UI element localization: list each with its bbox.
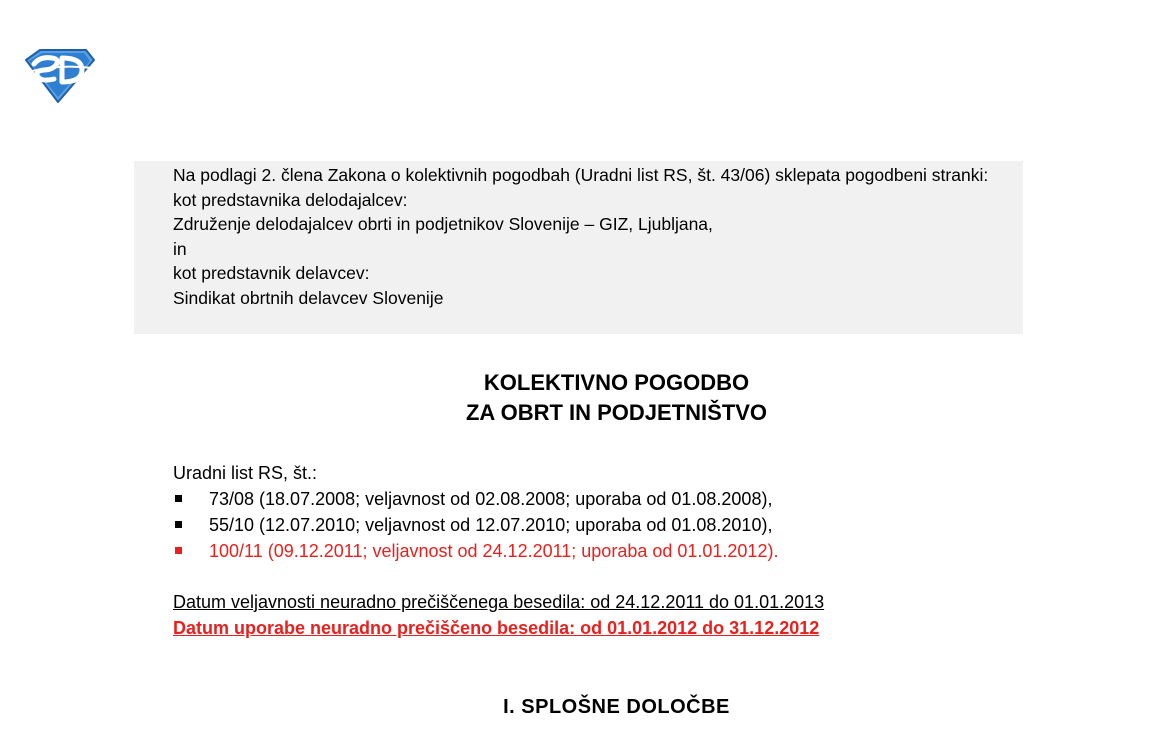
gazette-item-text: 73/08 (18.07.2008; veljavnost od 02.08.2008; uporaba od 01.08.2008), — [209, 489, 773, 509]
gazette-item-text: 55/10 (12.07.2010; veljavnost od 12.07.2010; uporaba od 01.08.2010), — [209, 515, 773, 535]
square-bullet-icon — [175, 521, 182, 528]
gazette-item-text: 100/11 (09.12.2011; veljavnost od 24.12.2011; uporaba od 01.01.2012). — [209, 541, 779, 561]
gazette-list — [173, 486, 778, 564]
intro-line-and: in — [173, 238, 187, 259]
intro-line-workers-name: Sindikat obrtnih delavcev Slovenije — [173, 287, 444, 308]
square-bullet-icon — [175, 495, 182, 502]
gazette-item — [173, 486, 778, 512]
intro-line-employers-role: kot predstavnika delodajalcev: — [173, 189, 408, 210]
gazette-label: Uradni list RS, št.: — [173, 463, 318, 483]
intro-line-workers-role: kot predstavnik delavcev: — [173, 263, 370, 283]
validity-date-line: Datum veljavnosti neuradno prečiščenega besedila: od 24.12.2011 do 01.01.2013 — [173, 592, 825, 612]
intro-box — [134, 161, 1023, 334]
gazette-item-highlighted — [173, 538, 778, 564]
square-bullet-icon — [175, 547, 182, 554]
intro-line-employers-name: Združenje delodajalcev obrti in podjetnikov Slovenije – GIZ, Ljubljana, — [173, 214, 713, 234]
section-heading: I. SPLOŠNE DOLOČBE — [503, 696, 730, 718]
title-line-2: ZA OBRT IN PODJETNIŠTVO — [465, 400, 768, 425]
title-line-1: KOLEKTIVNO POGODBO — [483, 370, 750, 395]
gazette-item — [173, 512, 778, 538]
usage-date-line: Datum uporabe neuradno prečiščeno besedila: od 01.01.2012 do 31.12.2012 — [173, 618, 820, 638]
intro-paragraph: Na podlagi 2. člena Zakona o kolektivnih pogodbah (Uradni list RS, št. 43/06) sklepata pogodbeni stranki: — [173, 165, 989, 185]
document-title — [38, 368, 1157, 428]
sd-shield-logo-icon — [20, 46, 98, 106]
